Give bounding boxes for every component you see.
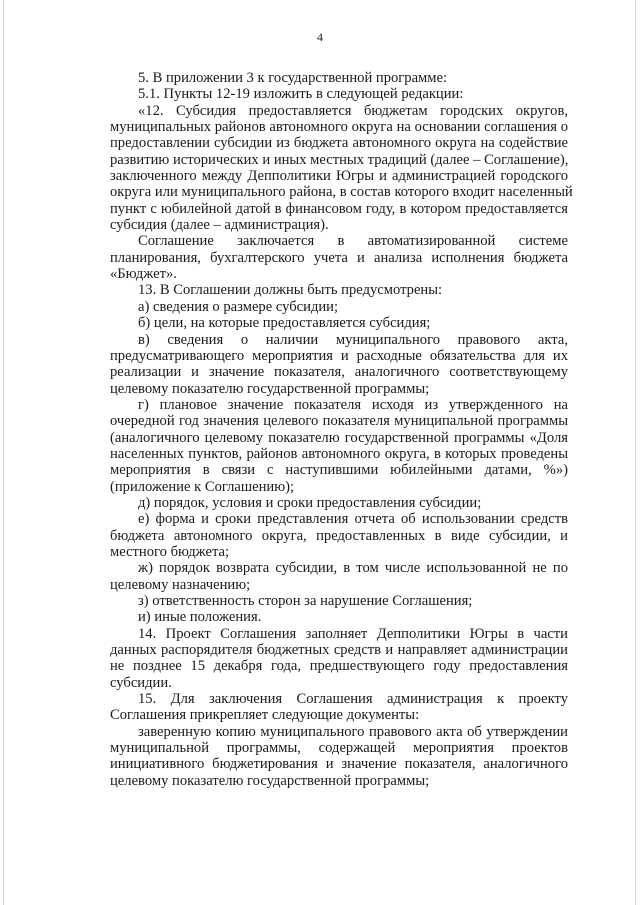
document-body [110, 70, 573, 789]
text-line: развитию исторических и иных местных традиций (далее – Соглашение), [110, 151, 569, 168]
text-line: данных распорядителя бюджетных средств и направляет администрации [110, 642, 568, 659]
text-line: г) плановое значение показателя исходя из утвержденного на [138, 396, 568, 413]
text-line: бюджета автономного округа, предоставленных в виде субсидии, и [110, 527, 568, 544]
text-line: инициативного бюджетирования и значение показателя, аналогичного [110, 756, 568, 773]
text-line: заверенную копию муниципального правового акта об утверждении [138, 723, 568, 740]
page-number: 4 [317, 30, 323, 44]
scan-edge-right [635, 0, 636, 905]
text-line: предусматривающего мероприятия и расходные обязательства для их [110, 347, 568, 364]
text-line: целевому показателю государственной программы; [110, 380, 430, 397]
text-line: муниципальной программы, содержащей мероприятия проектов [110, 740, 568, 757]
text-line: з) ответственность сторон за нарушение Соглашения; [138, 593, 473, 609]
text-line: округа или муниципального района, в состав которого входит населенный [110, 184, 573, 201]
text-line: Соглашение заключается в автоматизированной системе [138, 233, 568, 250]
text-line: 13. В Соглашении должны быть предусмотрены: [138, 282, 443, 299]
text-line: заключенного между Депполитики Югры и администрацией городского [110, 168, 568, 185]
scan-edge-left [3, 0, 4, 905]
text-line: реализации и значение показателя, аналогичного соответствующему [110, 364, 568, 381]
text-line: не позднее 15 декабря года, предшествующего году предоставления [110, 658, 568, 675]
text-line: д) порядок, условия и сроки предоставления субсидии; [138, 494, 482, 511]
text-line: и) иные положения. [138, 609, 262, 626]
text-line: ж) порядок возврата субсидии, в том числе использованной не по [138, 560, 568, 577]
text-line: б) цели, на которые предоставляется субсидия; [138, 315, 431, 332]
text-line: местного бюджета; [110, 543, 230, 560]
text-line: субсидии. [110, 674, 172, 691]
text-line: мероприятия в связи с наступившими юбилейными датами, %») [110, 462, 568, 479]
text-line: (аналогичного целевому показателю государственной программы «Доля [110, 429, 568, 446]
text-line: в) сведения о наличии муниципального правового акта, [138, 331, 568, 348]
text-line: (приложение к Соглашению); [110, 478, 295, 495]
text-line: Соглашения прикрепляет следующие документы: [110, 707, 420, 724]
text-line: субсидия (далее – администрация). [110, 217, 329, 234]
text-line: е) форма и сроки представления отчета об использовании средств [138, 511, 568, 528]
text-line: очередной год значения целевого показателя муниципальной программы [110, 413, 568, 430]
text-line: 15. Для заключения Соглашения администрация к проекту [138, 691, 568, 708]
text-line: «Бюджет». [110, 266, 177, 283]
text-line: 5. В приложении 3 к государственной программе: [138, 70, 448, 86]
text-line: планирования, бухгалтерского учета и анализа исполнения бюджета [110, 249, 568, 266]
text-line: «12. Субсидия предоставляется бюджетам городских округов, [138, 102, 568, 119]
text-line: 14. Проект Соглашения заполняет Депполитики Югры в части [138, 625, 568, 642]
text-line: а) сведения о размере субсидии; [138, 298, 339, 315]
text-line: предоставлении субсидии из бюджета автономного округа на содействие [110, 135, 568, 152]
text-line: муниципальных районов автономного округа на основании соглашения о [110, 119, 568, 136]
text-line: целевому показателю государственной программы; [110, 772, 430, 789]
text-line: населенных пунктов, районов автономного округа, в которых проведены [110, 445, 568, 462]
text-line: 5.1. Пункты 12-19 изложить в следующей редакции: [138, 86, 464, 103]
text-line: пункт с юбилейной датой в финансовом году, в котором предоставляется [110, 200, 568, 217]
text-line: целевому назначению; [110, 576, 251, 593]
